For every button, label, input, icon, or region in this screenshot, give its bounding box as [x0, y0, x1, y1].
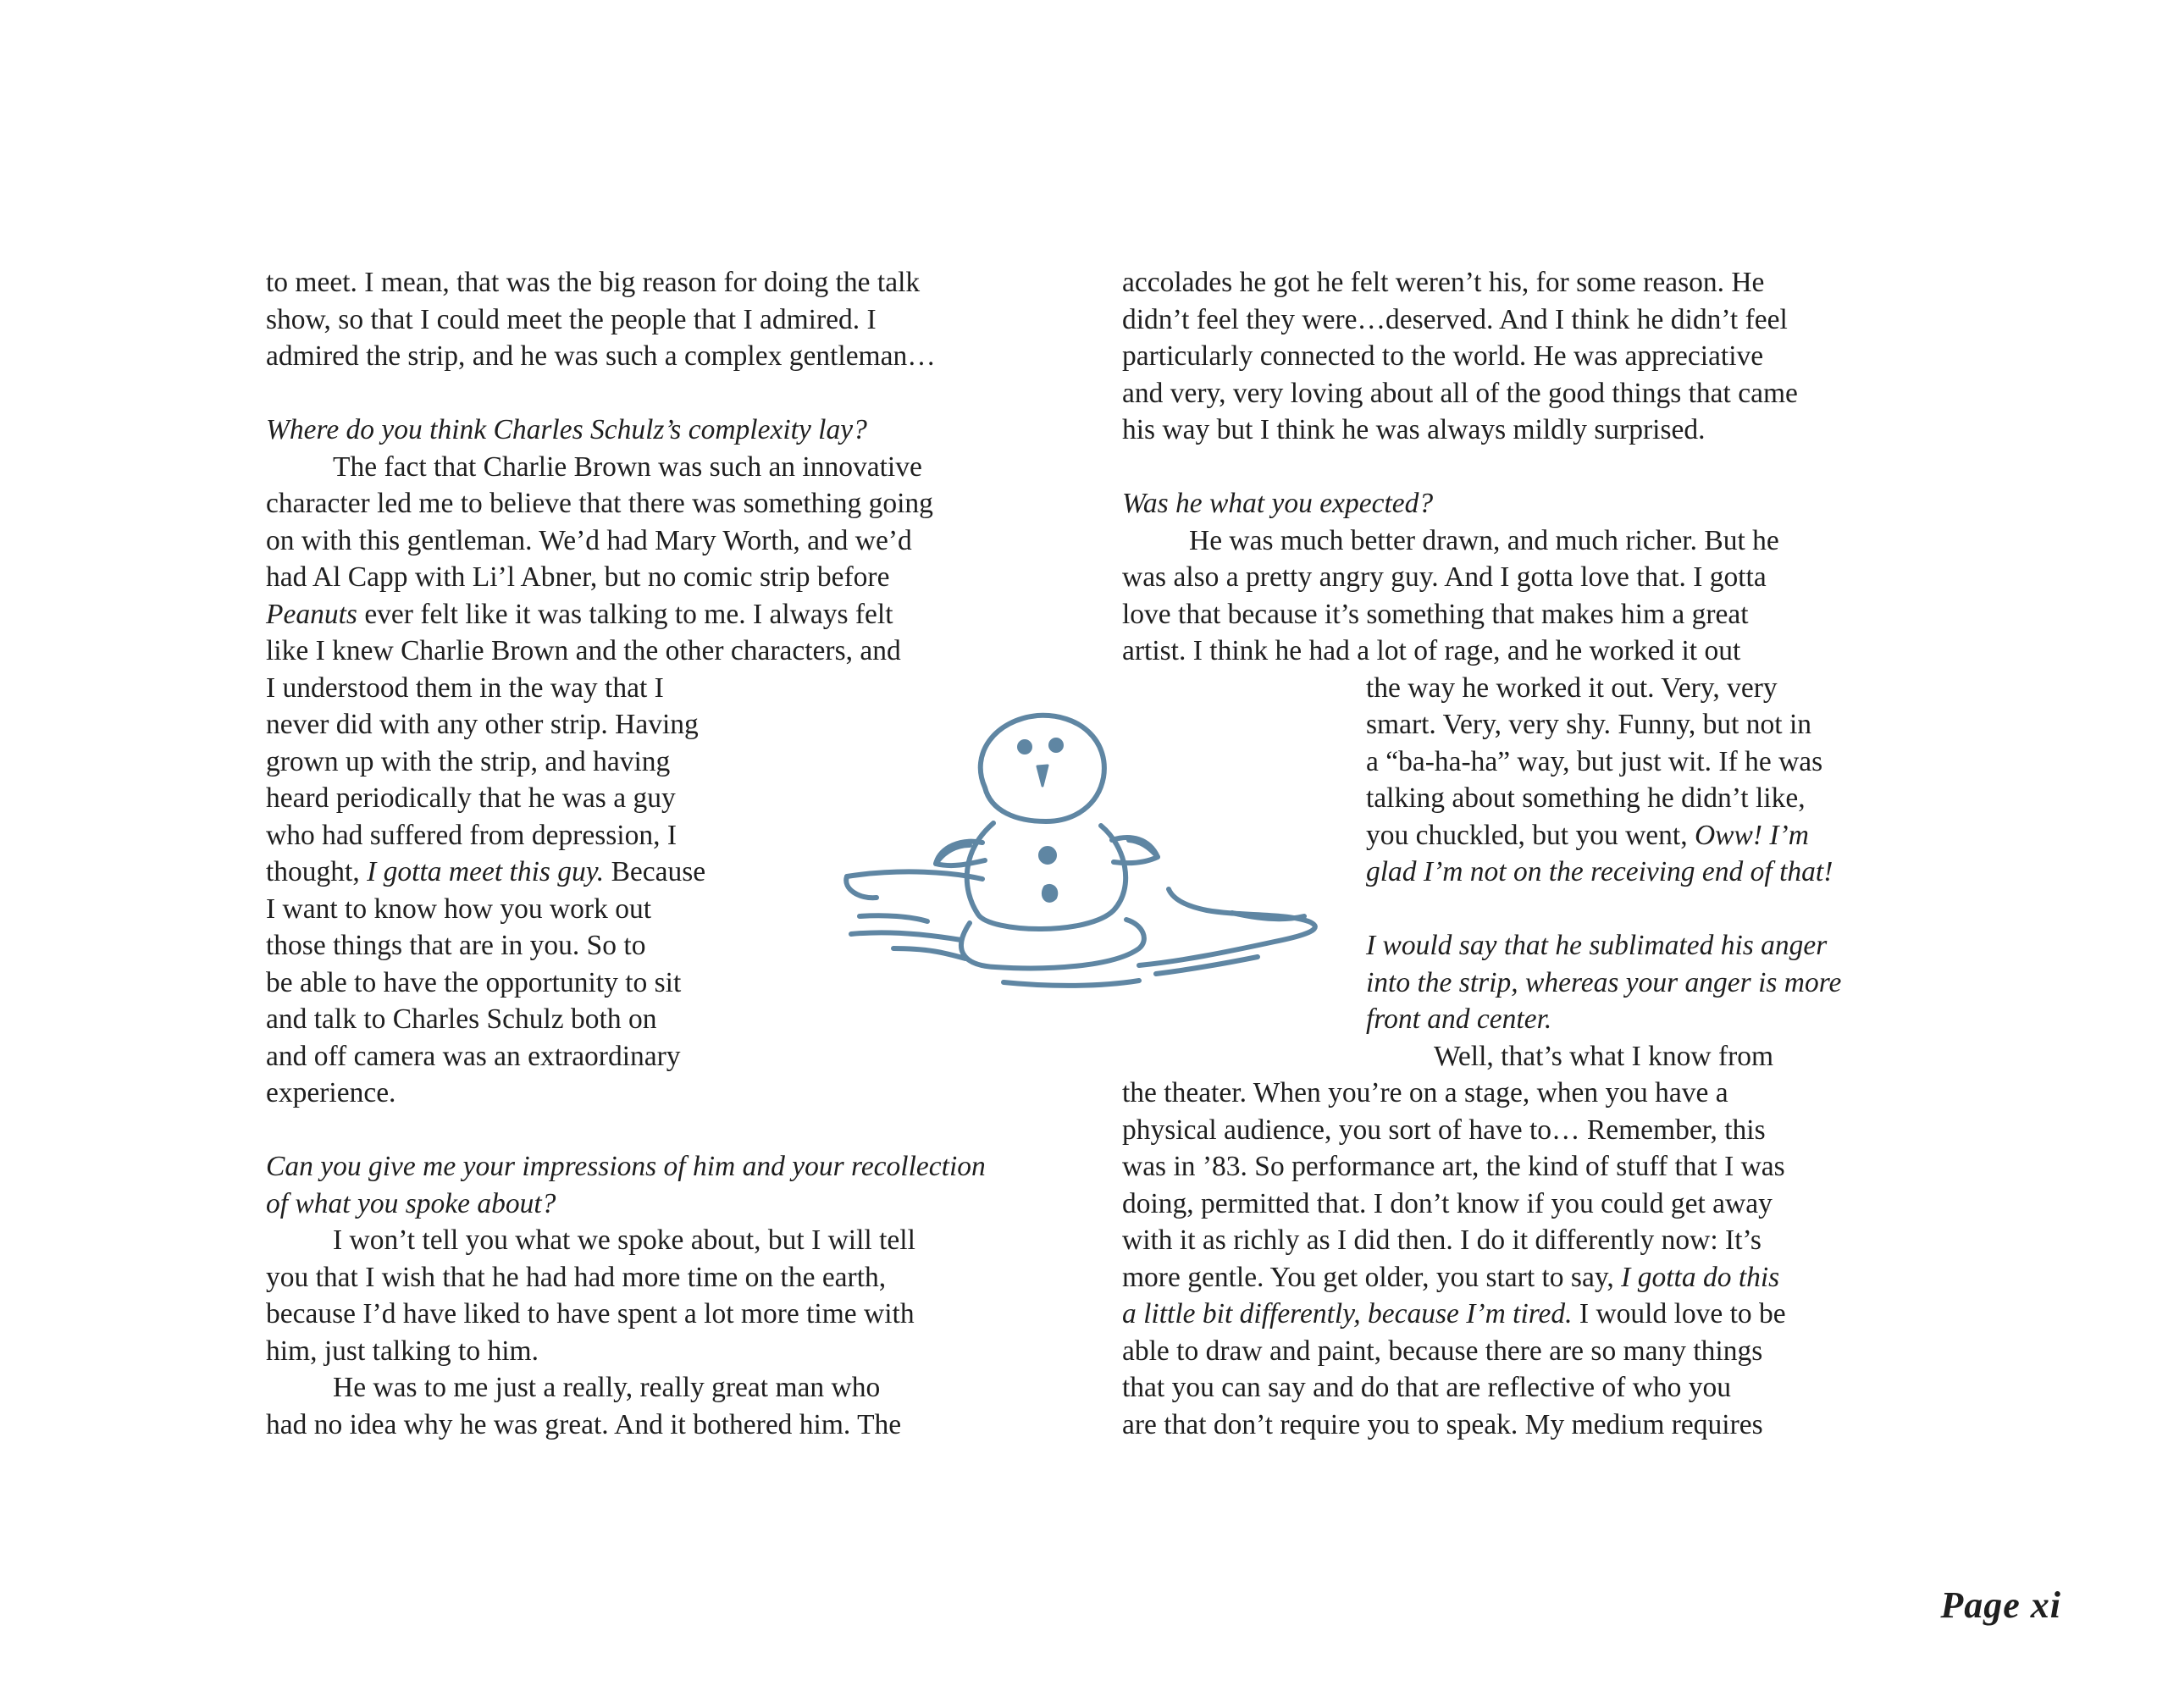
text-line: with it as richly as I did then. I do it differently now: It’s: [1122, 1224, 1762, 1256]
text-line: artist. I think he had a lot of rage, and he worked it out: [1122, 635, 1741, 666]
text-line: on with this gentleman. We’d had Mary Worth, and we’d: [266, 524, 912, 556]
text-line: the theater. When you’re on a stage, when you have a: [1122, 1077, 1728, 1108]
text-line: love that because it’s something that makes him a great: [1122, 598, 1749, 630]
text-line: grown up with the strip, and having: [266, 745, 671, 777]
text-line: to meet. I mean, that was the big reason for doing the talk: [266, 267, 921, 298]
text-line: smart. Very, very shy. Funny, but not in: [1366, 709, 1812, 740]
text-line: I want to know how you work out: [266, 893, 651, 925]
text-line: character led me to believe that there was something going: [266, 488, 933, 519]
text-line: had no idea why he was great. And it bothered him. The: [266, 1408, 902, 1440]
text-line: Peanuts ever felt like it was talking to me. I always felt: [266, 598, 893, 630]
text-line: The fact that Charlie Brown was such an innovative: [333, 450, 922, 483]
text-line: and talk to Charles Schulz both on: [266, 1003, 657, 1035]
text-line: because I’d have liked to have spent a lot more time with: [266, 1298, 915, 1329]
text-line: glad I’m not on the receiving end of that!: [1366, 856, 1833, 887]
snowman-illustration: [834, 694, 1342, 999]
text-line: didn’t feel they were…deserved. And I think he didn’t feel: [1122, 303, 1788, 335]
text-line: physical audience, you sort of have to… Remember, this: [1122, 1114, 1766, 1146]
text-line: He was to me just a really, really great man who: [333, 1372, 881, 1403]
text-line: doing, permitted that. I don’t know if you could get away: [1122, 1187, 1773, 1219]
text-line: was in ’83. So performance art, the kind of stuff that I was: [1122, 1151, 1785, 1182]
text-line: accolades he got he felt weren’t his, for some reason. He: [1122, 267, 1765, 298]
text-line: particularly connected to the world. He was appreciative: [1122, 340, 1764, 372]
text-line: more gentle. You get older, you start to say, I gotta do this: [1122, 1261, 1780, 1293]
text-line: you that I wish that he had had more time on the earth,: [266, 1261, 887, 1293]
text-line: He was much better drawn, and much richer. But he: [1189, 524, 1779, 556]
text-line: thought, I gotta meet this guy. Because: [266, 856, 706, 887]
interview-question: Can you give me your impressions of him and your recollection: [266, 1151, 986, 1182]
interview-question: into the strip, whereas your anger is more: [1366, 966, 1842, 998]
text-line: him, just talking to him.: [266, 1335, 539, 1367]
text-line: the way he worked it out. Very, very: [1366, 672, 1778, 704]
interview-question: I would say that he sublimated his anger: [1366, 930, 1828, 961]
interview-question: Was he what you expected?: [1122, 488, 1434, 519]
text-line: able to draw and paint, because there are so many things: [1122, 1335, 1763, 1367]
interview-question: of what you spoke about?: [266, 1187, 556, 1219]
text-line: talking about something he didn’t like,: [1366, 782, 1806, 814]
text-line: had Al Capp with Li’l Abner, but no comic strip before: [266, 561, 890, 593]
text-line: Well, that’s what I know from: [1434, 1040, 1774, 1072]
text-line: are that don’t require you to speak. My medium requires: [1122, 1408, 1763, 1440]
interview-question: front and center.: [1366, 1003, 1552, 1035]
text-line: be able to have the opportunity to sit: [266, 966, 682, 998]
text-line: his way but I think he was always mildly surprised.: [1122, 414, 1706, 445]
text-line: who had suffered from depression, I: [266, 819, 677, 851]
text-line: those things that are in you. So to: [266, 930, 646, 961]
text-line: was also a pretty angry guy. And I gotta love that. I gotta: [1122, 561, 1767, 593]
interview-question: Where do you think Charles Schulz’s complexity lay?: [266, 414, 867, 445]
text-line: I understood them in the way that I: [266, 672, 664, 704]
text-line: like I knew Charlie Brown and the other characters, and: [266, 635, 901, 666]
text-line: a little bit differently, because I’m tired. I would love to be: [1122, 1298, 1786, 1329]
page-number: Page xi: [1940, 1584, 2061, 1626]
text-line: a “ba-ha-ha” way, but just wit. If he was: [1366, 745, 1823, 777]
text-line: heard periodically that he was a guy: [266, 782, 676, 814]
text-line: I won’t tell you what we spoke about, but I will tell: [333, 1224, 915, 1256]
text-line: admired the strip, and he was such a complex gentleman…: [266, 340, 936, 372]
text-line: show, so that I could meet the people that I admired. I: [266, 303, 877, 335]
italic-title: Peanuts: [266, 598, 357, 630]
text-line: and very, very loving about all of the good things that came: [1122, 377, 1798, 409]
text-line: never did with any other strip. Having: [266, 709, 699, 740]
text-line: experience.: [266, 1077, 396, 1108]
text-line: and off camera was an extraordinary: [266, 1040, 681, 1072]
text-line: you chuckled, but you went, Oww! I’m: [1366, 819, 1809, 851]
text-line: that you can say and do that are reflective of who you: [1122, 1372, 1732, 1403]
